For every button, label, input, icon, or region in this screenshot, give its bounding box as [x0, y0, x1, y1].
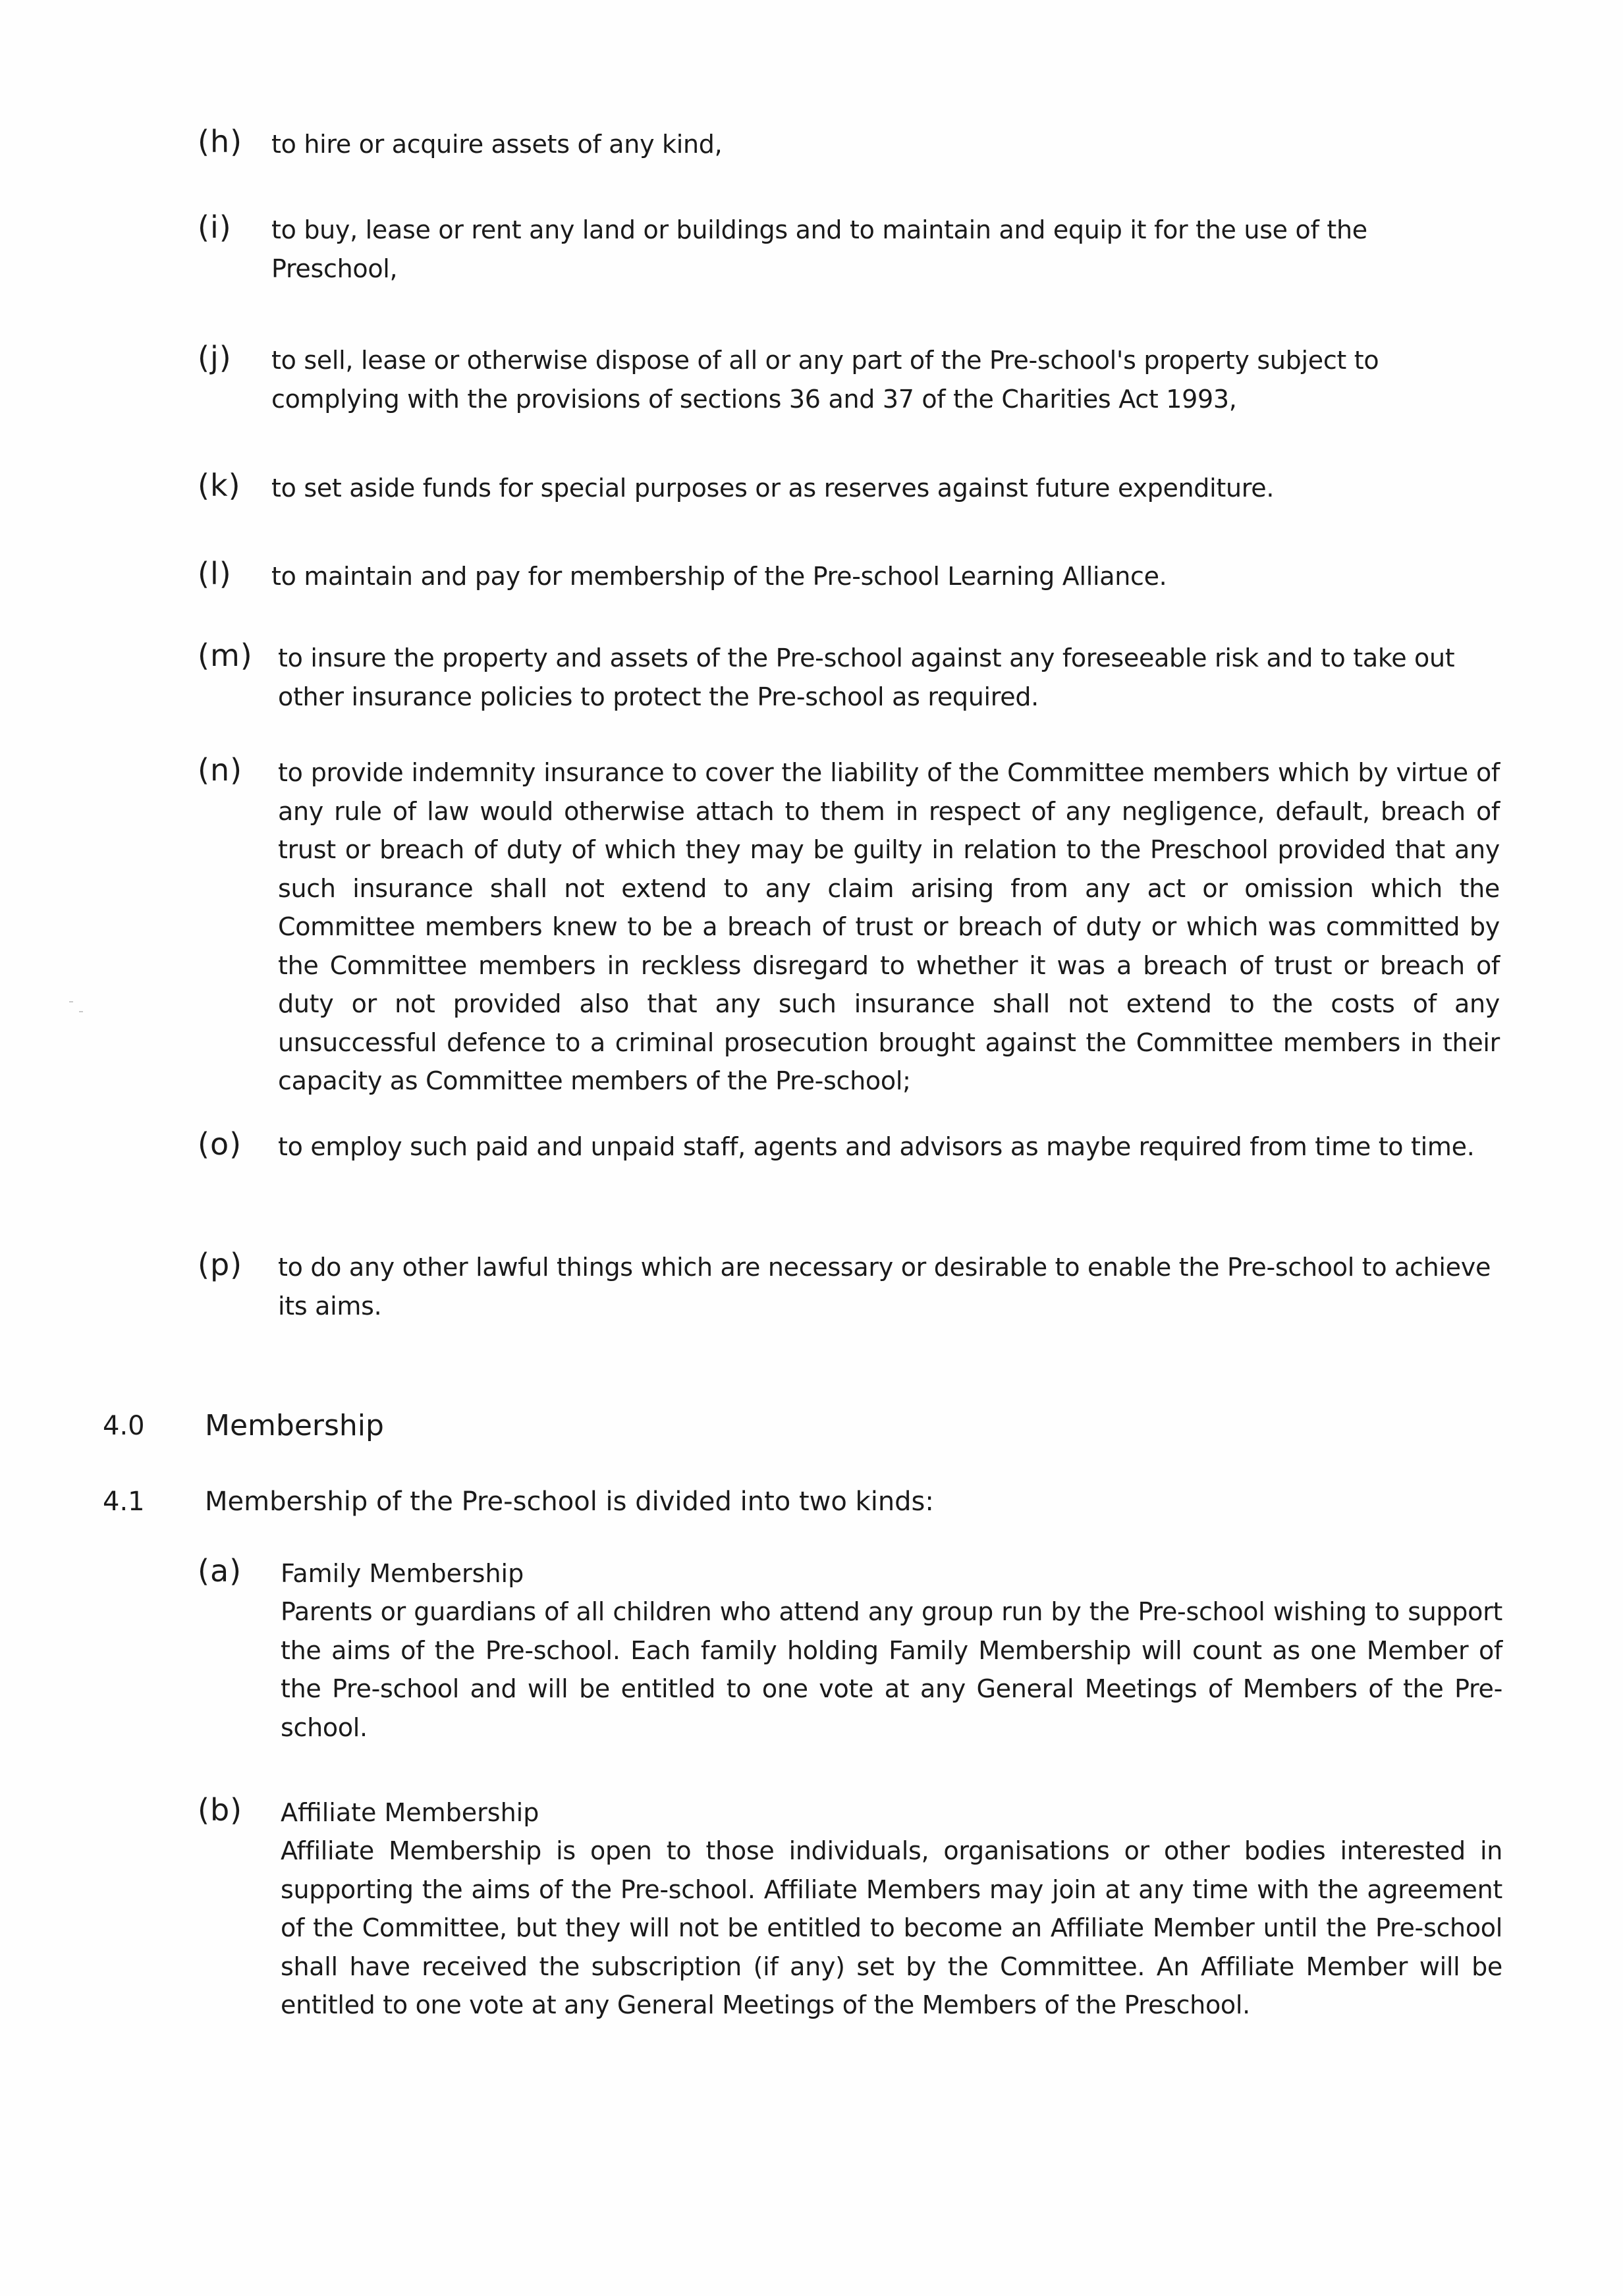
item-text: to provide indemnity insurance to cover the liability of the Committee members which by virtue of any rule of law would otherwise attach to them in respect of any negligence, default, breach of trust or breach of duty of which they may be guilty in relation to the Preschool provided that any such insurance shall not extend to any claim arising from any act or omission which the Committee members knew to be a breach of trust or breach of duty or which was committed by the Committee members in reckless disregard to whether it was a breach of trust or breach of duty or not provided also that any such insurance shall not extend to the costs of any unsuccessful defence to a criminal prosecution brought against the Committee members in their capacity as Committee members of the Pre-school;	[278, 758, 1500, 1095]
item-label: (p)	[198, 1247, 243, 1282]
list-item-o	[198, 1128, 1502, 1166]
list-item-m	[198, 639, 1502, 716]
item-label: (k)	[198, 468, 241, 503]
section-number: 4.0	[103, 1411, 145, 1441]
item-text: to buy, lease or rent any land or buildings and to maintain and equip it for the use of the Preschool,	[271, 215, 1367, 283]
item-text: to insure the property and assets of the Pre-school against any foreseeable risk and to take out other insurance policies to protect the Pre-school as required.	[278, 643, 1455, 711]
membership-text: Parents or guardians of all children who attend any group run by the Pre-school wishing to support the aims of the Pre-school. Each family holding Family Membership will count as one Member of the Pre-school and will be entitled to one vote at any General Meetings of Members of the Pre-school.	[281, 1597, 1502, 1742]
clause-number: 4.1	[103, 1487, 145, 1517]
list-item-p	[198, 1248, 1502, 1325]
item-label: (n)	[198, 752, 243, 788]
section-title: Membership	[205, 1409, 384, 1442]
item-label: (h)	[198, 124, 243, 159]
item-label: (j)	[198, 340, 232, 375]
item-text: to maintain and pay for membership of the Pre-school Learning Alliance.	[271, 562, 1167, 591]
membership-text: Affiliate Membership is open to those individuals, organisations or other bodies interested in supporting the aims of the Pre-school. Affiliate Members may join at any time with the agreement of the Committee, but they will not be entitled to become an Affiliate Member until the Pre-school shall have received the subscription (if any) set by the Committee. An Affiliate Member will be entitled to one vote at any General Meetings of the Members of the Preschool.	[281, 1836, 1502, 2019]
item-label: (m)	[198, 638, 253, 673]
membership-title: Family Membership	[281, 1559, 524, 1588]
scan-speck	[79, 1011, 83, 1012]
membership-title: Affiliate Membership	[281, 1798, 539, 1827]
scan-speck	[69, 1001, 73, 1002]
membership-family	[198, 1554, 1502, 1747]
item-label: (a)	[198, 1553, 242, 1589]
item-text: to sell, lease or otherwise dispose of all or any part of the Pre-school's property subject to complying with the provisions of sections 36 and 37 of the Charities Act 1993,	[271, 346, 1379, 414]
membership-affiliate	[198, 1793, 1502, 2025]
list-item-j	[198, 341, 1502, 418]
item-text: to hire or acquire assets of any kind,	[271, 130, 723, 159]
item-label: (o)	[198, 1126, 242, 1162]
item-text: to set aside funds for special purposes or as reserves against future expenditure.	[271, 474, 1275, 503]
item-text: to do any other lawful things which are necessary or desirable to enable the Pre-school to achieve its aims.	[278, 1253, 1491, 1321]
list-item-n	[198, 753, 1502, 1101]
item-text: to employ such paid and unpaid staff, agents and advisors as maybe required from time to time.	[278, 1132, 1475, 1161]
clause-text: Membership of the Pre-school is divided into two kinds:	[205, 1487, 934, 1517]
item-label: (b)	[198, 1792, 243, 1828]
item-label: (l)	[198, 556, 232, 591]
list-item-k	[198, 469, 1502, 508]
item-label: (i)	[198, 209, 232, 245]
list-item-l	[198, 557, 1502, 596]
list-item-h	[198, 125, 1502, 164]
list-item-i	[198, 211, 1502, 288]
